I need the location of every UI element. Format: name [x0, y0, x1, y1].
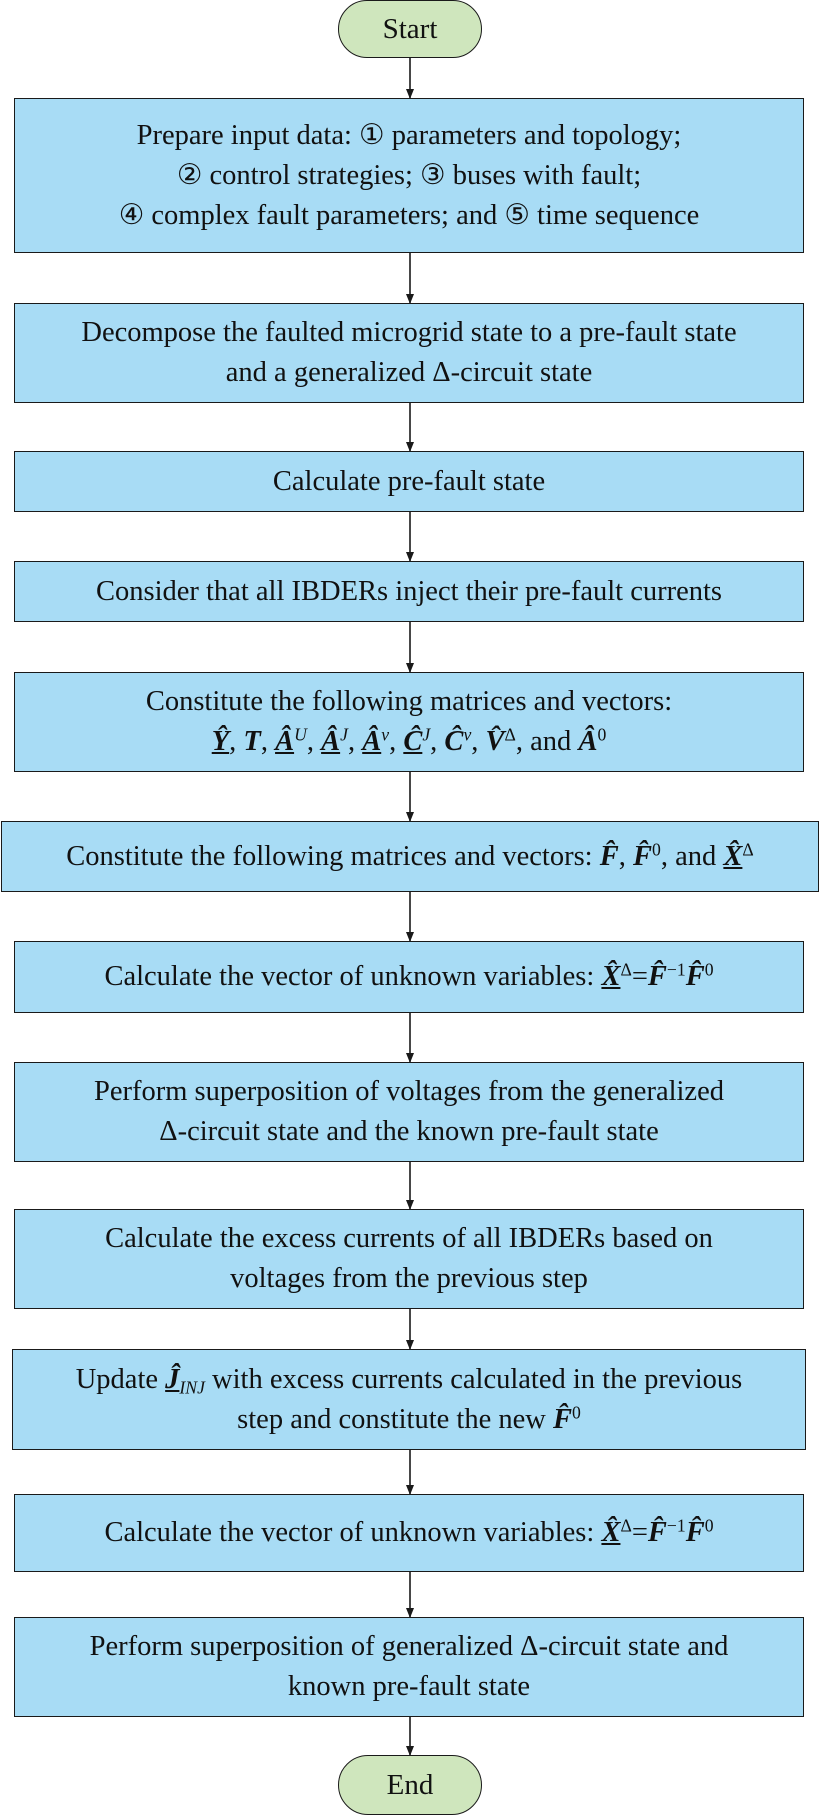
end-label: End: [386, 1768, 434, 1801]
start-terminal: [338, 0, 482, 58]
step-superposition-voltages: [14, 1062, 804, 1162]
step-prepare-input: [14, 98, 804, 253]
step-text: Perform superposition of voltages from the generalized: [94, 1076, 724, 1107]
matrix-list: Ŷ, T, $Â^U$, $Â^J$, $Â^v$, $Ĉ^J$, $Ĉ^v$, V̂$^\Delta$, and $Â^0$: [211, 724, 607, 757]
step-text: ② control strategies; ③ buses with fault;: [176, 159, 642, 191]
equation: Calculate the vector of unknown variables: X̂$^\Delta$=F̂$^{-1}$F̂$^0$: [104, 959, 714, 992]
step-final-superposition: [14, 1617, 804, 1717]
end-terminal: [338, 1755, 482, 1815]
step-decompose: [14, 303, 804, 403]
step-calc-prefault: [14, 451, 804, 512]
start-label: Start: [382, 12, 438, 45]
step-text: Consider that all IBDERs inject their pre-fault currents: [95, 575, 723, 607]
equation: Calculate the vector of unknown variables: X̂$^\Delta$=F̂$^{-1}$F̂$^0$: [104, 1515, 714, 1548]
step-text: voltages from the previous step: [230, 1263, 588, 1294]
step-text: Calculate the excess currents of all IBDERs based on: [105, 1223, 713, 1254]
step-text: Update $Ĵ_{INJ}$ with excess currents calculated in the previous: [75, 1363, 743, 1397]
step-text: ④ complex fault parameters; and ⑤ time sequence: [118, 199, 700, 231]
step-constitute-matrices-2: [1, 821, 819, 892]
step-inject-prefault-currents: [14, 561, 804, 622]
step-text: Constitute the following matrices and vectors: F̂, F̂$^0$, and X̂$^\Delta$: [66, 838, 754, 872]
step-text: step and constitute the new F̂$^0$: [237, 1401, 581, 1435]
step-text: Decompose the faulted microgrid state to a pre-fault state: [81, 317, 737, 348]
step-text: Prepare input data: ① parameters and topology;: [136, 119, 682, 151]
step-solve-unknowns-1: [14, 941, 804, 1013]
step-text: Calculate pre-fault state: [272, 465, 546, 497]
step-update-jinj: [12, 1349, 806, 1450]
step-solve-unknowns-2: [14, 1494, 804, 1572]
step-text: Perform superposition of generalized Δ-circuit state and: [89, 1631, 729, 1662]
step-text: and a generalized Δ-circuit state: [225, 357, 593, 388]
step-text: Δ-circuit state and the known pre-fault state: [159, 1116, 659, 1147]
step-text: Constitute the following matrices and vectors:: [145, 686, 673, 717]
step-text: known pre-fault state: [287, 1671, 531, 1702]
step-constitute-matrices-1: [14, 672, 804, 772]
step-excess-currents: [14, 1209, 804, 1309]
